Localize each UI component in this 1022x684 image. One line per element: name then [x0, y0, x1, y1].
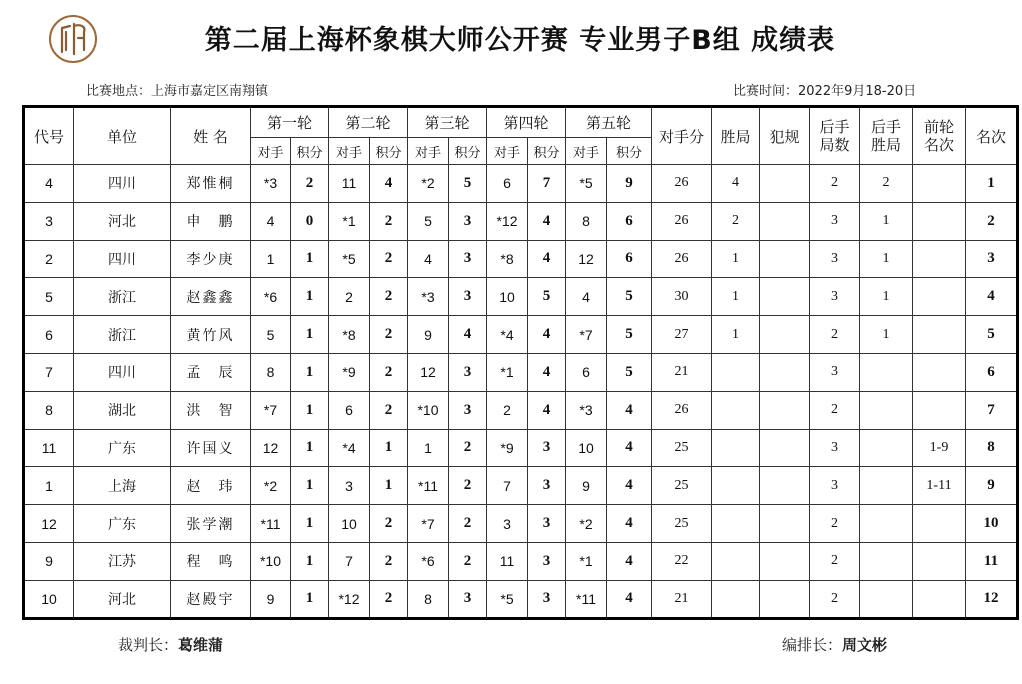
- cell-second-games: 3: [810, 278, 860, 316]
- cell-opponent: 1: [408, 429, 449, 467]
- cell-second-wins: [860, 505, 913, 543]
- cell-points: 3: [449, 202, 487, 240]
- cell-prev-rank: [913, 240, 966, 278]
- header-wins: 胜局: [712, 107, 760, 165]
- cell-opponent: 2: [329, 278, 370, 316]
- cell-prev-rank: 1-11: [913, 467, 966, 505]
- cell-opponent: *3: [251, 165, 291, 203]
- table-row: [24, 353, 1018, 391]
- cell-points: 3: [528, 505, 566, 543]
- cell-unit: 广东: [74, 429, 171, 467]
- cell-opp-score: 26: [652, 240, 712, 278]
- cell-unit: 河北: [74, 580, 171, 618]
- cell-code: 6: [24, 316, 74, 354]
- cell-points: 2: [449, 542, 487, 580]
- cell-opponent: *1: [487, 353, 528, 391]
- cell-opponent: 6: [487, 165, 528, 203]
- cell-points: 2: [370, 278, 408, 316]
- cell-points: 2: [370, 391, 408, 429]
- cell-prev-rank: [913, 202, 966, 240]
- results-table-body: [24, 165, 1018, 619]
- cell-code: 7: [24, 353, 74, 391]
- cell-points: 3: [449, 353, 487, 391]
- cell-points: 5: [528, 278, 566, 316]
- cell-opponent: *11: [408, 467, 449, 505]
- cell-fouls: [760, 542, 810, 580]
- header-second-wins-l1: 后手: [870, 118, 901, 136]
- cell-points: 2: [370, 505, 408, 543]
- header-prev-rank: [913, 107, 966, 165]
- cell-points: 3: [449, 240, 487, 278]
- cell-rank: 3: [966, 240, 1018, 278]
- table-row: [24, 278, 1018, 316]
- cell-prev-rank: [913, 580, 966, 618]
- cell-points: 1: [291, 467, 329, 505]
- cell-code: 12: [24, 505, 74, 543]
- cell-fouls: [760, 278, 810, 316]
- arranger-label: 编排长：: [782, 636, 843, 654]
- cell-points: 1: [291, 391, 329, 429]
- cell-points: 3: [528, 429, 566, 467]
- cell-second-wins: [860, 580, 913, 618]
- cell-second-wins: [860, 542, 913, 580]
- header-round-1: 第一轮: [251, 107, 329, 138]
- cell-opponent: 9: [251, 580, 291, 618]
- cell-points: 1: [291, 278, 329, 316]
- cell-opp-score: 22: [652, 542, 712, 580]
- cell-points: 5: [449, 165, 487, 203]
- cell-unit: 江苏: [74, 542, 171, 580]
- calligraphy-seal-logo-icon: [48, 14, 98, 64]
- cell-prev-rank: [913, 391, 966, 429]
- cell-points: 4: [607, 429, 652, 467]
- header-opponent: 对手: [487, 138, 528, 165]
- header-round-2: 第二轮: [329, 107, 408, 138]
- cell-opponent: *8: [487, 240, 528, 278]
- cell-opponent: 4: [408, 240, 449, 278]
- cell-unit: 四川: [74, 165, 171, 203]
- cell-points: 4: [607, 542, 652, 580]
- cell-wins: 1: [712, 240, 760, 278]
- header-opp-score: 对手分: [652, 107, 712, 165]
- cell-opponent: *5: [487, 580, 528, 618]
- cell-opponent: 12: [408, 353, 449, 391]
- cell-rank: 5: [966, 316, 1018, 354]
- cell-opponent: *3: [566, 391, 607, 429]
- cell-points: 3: [449, 391, 487, 429]
- table-row: [24, 202, 1018, 240]
- header-prev-rank-l1: 前轮: [923, 118, 954, 136]
- cell-opponent: *12: [329, 580, 370, 618]
- cell-points: 3: [528, 467, 566, 505]
- cell-opponent: 11: [487, 542, 528, 580]
- cell-opponent: 6: [566, 353, 607, 391]
- cell-points: 2: [370, 316, 408, 354]
- cell-points: 5: [607, 316, 652, 354]
- cell-code: 2: [24, 240, 74, 278]
- cell-points: 6: [607, 240, 652, 278]
- cell-wins: 1: [712, 316, 760, 354]
- cell-rank: 9: [966, 467, 1018, 505]
- cell-rank: 8: [966, 429, 1018, 467]
- cell-opponent: *1: [329, 202, 370, 240]
- cell-opponent: *8: [329, 316, 370, 354]
- header-opponent: 对手: [566, 138, 607, 165]
- cell-second-wins: [860, 391, 913, 429]
- cell-opponent: *9: [329, 353, 370, 391]
- cell-second-games: 3: [810, 202, 860, 240]
- cell-opponent: 9: [408, 316, 449, 354]
- header-name: 姓 名: [171, 107, 251, 165]
- cell-opp-score: 27: [652, 316, 712, 354]
- header-code: 代号: [24, 107, 74, 165]
- cell-points: 1: [370, 429, 408, 467]
- arranger-signature: 周文彬: [842, 636, 888, 654]
- cell-prev-rank: [913, 165, 966, 203]
- cell-second-games: 3: [810, 429, 860, 467]
- table-row: [24, 391, 1018, 429]
- cell-name: 黄竹风: [171, 316, 251, 354]
- cell-second-wins: 1: [860, 202, 913, 240]
- cell-opponent: 9: [566, 467, 607, 505]
- header-round-3: 第三轮: [408, 107, 487, 138]
- cell-wins: [712, 542, 760, 580]
- cell-points: 4: [528, 353, 566, 391]
- cell-points: 3: [449, 580, 487, 618]
- cell-points: 1: [291, 353, 329, 391]
- cell-points: 3: [528, 542, 566, 580]
- cell-opponent: *3: [408, 278, 449, 316]
- cell-unit: 河北: [74, 202, 171, 240]
- cell-opponent: 8: [566, 202, 607, 240]
- cell-points: 2: [291, 165, 329, 203]
- cell-opponent: 7: [329, 542, 370, 580]
- cell-opponent: 10: [329, 505, 370, 543]
- cell-second-wins: [860, 467, 913, 505]
- cell-second-wins: 1: [860, 316, 913, 354]
- cell-points: 6: [607, 202, 652, 240]
- cell-unit: 广东: [74, 505, 171, 543]
- cell-fouls: [760, 505, 810, 543]
- cell-opponent: *2: [251, 467, 291, 505]
- cell-unit: 上海: [74, 467, 171, 505]
- cell-points: 1: [291, 580, 329, 618]
- header-opponent: 对手: [251, 138, 291, 165]
- cell-points: 4: [607, 391, 652, 429]
- cell-points: 4: [528, 391, 566, 429]
- cell-prev-rank: [913, 542, 966, 580]
- cell-opp-score: 30: [652, 278, 712, 316]
- cell-opponent: 12: [251, 429, 291, 467]
- cell-opp-score: 25: [652, 467, 712, 505]
- cell-rank: 12: [966, 580, 1018, 618]
- cell-unit: 浙江: [74, 316, 171, 354]
- cell-opponent: *11: [566, 580, 607, 618]
- cell-fouls: [760, 240, 810, 278]
- cell-second-games: 3: [810, 240, 860, 278]
- header-opponent: 对手: [329, 138, 370, 165]
- cell-second-games: 2: [810, 505, 860, 543]
- venue-line: [86, 80, 268, 99]
- cell-name: 洪 智: [171, 391, 251, 429]
- table-row: [24, 316, 1018, 354]
- cell-opponent: 8: [408, 580, 449, 618]
- cell-points: 2: [449, 429, 487, 467]
- cell-points: 1: [291, 505, 329, 543]
- cell-second-wins: 2: [860, 165, 913, 203]
- cell-wins: [712, 353, 760, 391]
- header-opponent: 对手: [408, 138, 449, 165]
- cell-opponent: *2: [408, 165, 449, 203]
- cell-opponent: 7: [487, 467, 528, 505]
- cell-points: 1: [291, 542, 329, 580]
- cell-fouls: [760, 391, 810, 429]
- cell-unit: 四川: [74, 240, 171, 278]
- cell-opponent: *6: [251, 278, 291, 316]
- cell-points: 4: [607, 580, 652, 618]
- cell-fouls: [760, 316, 810, 354]
- cell-opponent: 1: [251, 240, 291, 278]
- cell-opponent: *7: [566, 316, 607, 354]
- header-points: 积分: [291, 138, 329, 165]
- cell-points: 2: [370, 542, 408, 580]
- cell-second-games: 2: [810, 316, 860, 354]
- cell-second-games: 2: [810, 580, 860, 618]
- cell-opp-score: 21: [652, 580, 712, 618]
- cell-opp-score: 21: [652, 353, 712, 391]
- header-prev-rank-l2: 名次: [923, 136, 954, 154]
- cell-opp-score: 26: [652, 165, 712, 203]
- cell-code: 1: [24, 467, 74, 505]
- cell-opponent: 5: [251, 316, 291, 354]
- cell-points: 2: [449, 505, 487, 543]
- cell-points: 2: [370, 353, 408, 391]
- table-row: [24, 467, 1018, 505]
- cell-points: 4: [370, 165, 408, 203]
- venue-label: 比赛地点：: [86, 84, 152, 99]
- cell-opponent: *5: [329, 240, 370, 278]
- cell-name: 李少庚: [171, 240, 251, 278]
- cell-opponent: *11: [251, 505, 291, 543]
- cell-unit: 湖北: [74, 391, 171, 429]
- chief-referee: [118, 634, 223, 655]
- cell-points: 3: [528, 580, 566, 618]
- cell-second-games: 2: [810, 165, 860, 203]
- referee-signature: 葛维蒲: [178, 636, 224, 654]
- cell-points: 2: [370, 202, 408, 240]
- cell-opponent: *2: [566, 505, 607, 543]
- match-date: 比赛时间：2022年9月18-20日: [733, 84, 917, 99]
- cell-opponent: *4: [329, 429, 370, 467]
- cell-fouls: [760, 429, 810, 467]
- cell-opponent: 8: [251, 353, 291, 391]
- cell-points: 5: [607, 278, 652, 316]
- cell-wins: [712, 505, 760, 543]
- header-points: 积分: [449, 138, 487, 165]
- cell-points: 1: [370, 467, 408, 505]
- cell-points: 2: [449, 467, 487, 505]
- cell-name: 许国义: [171, 429, 251, 467]
- chief-arranger: [782, 634, 887, 655]
- cell-opp-score: 26: [652, 202, 712, 240]
- cell-second-wins: 1: [860, 278, 913, 316]
- cell-points: 7: [528, 165, 566, 203]
- header-round-4: 第四轮: [487, 107, 566, 138]
- header-second-games-l2: 局数: [819, 136, 850, 154]
- table-row: [24, 580, 1018, 618]
- cell-wins: 4: [712, 165, 760, 203]
- cell-points: 4: [528, 202, 566, 240]
- cell-name: 赵殿宇: [171, 580, 251, 618]
- venue-value: 上海市嘉定区南翔镇: [151, 84, 269, 99]
- cell-code: 10: [24, 580, 74, 618]
- cell-code: 11: [24, 429, 74, 467]
- cell-points: 4: [528, 240, 566, 278]
- cell-opp-score: 25: [652, 429, 712, 467]
- cell-prev-rank: [913, 278, 966, 316]
- header-second-wins-l2: 胜局: [870, 136, 901, 154]
- header-second-games: [810, 107, 860, 165]
- cell-opponent: *4: [487, 316, 528, 354]
- table-row: [24, 505, 1018, 543]
- cell-name: 张学潮: [171, 505, 251, 543]
- cell-name: 赵鑫鑫: [171, 278, 251, 316]
- cell-wins: 1: [712, 278, 760, 316]
- cell-opponent: 2: [487, 391, 528, 429]
- cell-wins: [712, 429, 760, 467]
- cell-wins: [712, 580, 760, 618]
- cell-points: 1: [291, 316, 329, 354]
- cell-fouls: [760, 580, 810, 618]
- cell-fouls: [760, 202, 810, 240]
- header-points: 积分: [370, 138, 408, 165]
- cell-points: 5: [607, 353, 652, 391]
- cell-name: 郑惟桐: [171, 165, 251, 203]
- results-table: [22, 105, 1019, 620]
- cell-wins: [712, 391, 760, 429]
- table-row: [24, 240, 1018, 278]
- table-row: [24, 542, 1018, 580]
- cell-points: 4: [607, 467, 652, 505]
- cell-rank: 2: [966, 202, 1018, 240]
- header-fouls: 犯规: [760, 107, 810, 165]
- cell-unit: 浙江: [74, 278, 171, 316]
- cell-fouls: [760, 353, 810, 391]
- cell-points: 4: [449, 316, 487, 354]
- cell-second-games: 2: [810, 542, 860, 580]
- cell-points: 1: [291, 240, 329, 278]
- cell-rank: 11: [966, 542, 1018, 580]
- cell-wins: [712, 467, 760, 505]
- page-title: 第二届上海杯象棋大师公开赛 专业男子B组 成绩表: [204, 25, 836, 56]
- cell-second-games: 3: [810, 467, 860, 505]
- header-rank: 名次: [966, 107, 1018, 165]
- cell-rank: 7: [966, 391, 1018, 429]
- cell-prev-rank: [913, 505, 966, 543]
- cell-points: 3: [449, 278, 487, 316]
- cell-points: 2: [370, 580, 408, 618]
- cell-opponent: 10: [487, 278, 528, 316]
- cell-opponent: *7: [408, 505, 449, 543]
- cell-name: 孟 辰: [171, 353, 251, 391]
- cell-prev-rank: [913, 353, 966, 391]
- cell-opponent: *10: [251, 542, 291, 580]
- cell-opponent: 3: [329, 467, 370, 505]
- cell-code: 9: [24, 542, 74, 580]
- header-unit: 单位: [74, 107, 171, 165]
- cell-second-games: 2: [810, 391, 860, 429]
- cell-opponent: 5: [408, 202, 449, 240]
- cell-opponent: 12: [566, 240, 607, 278]
- cell-code: 8: [24, 391, 74, 429]
- cell-name: 程 鸣: [171, 542, 251, 580]
- cell-second-wins: 1: [860, 240, 913, 278]
- cell-opponent: *6: [408, 542, 449, 580]
- cell-second-wins: [860, 429, 913, 467]
- cell-opponent: 3: [487, 505, 528, 543]
- cell-name: 赵 玮: [171, 467, 251, 505]
- header-second-games-l1: 后手: [819, 118, 850, 136]
- cell-opp-score: 26: [652, 391, 712, 429]
- cell-opponent: *5: [566, 165, 607, 203]
- cell-opponent: 6: [329, 391, 370, 429]
- cell-points: 9: [607, 165, 652, 203]
- cell-opponent: *7: [251, 391, 291, 429]
- cell-rank: 10: [966, 505, 1018, 543]
- header-round-5: 第五轮: [566, 107, 652, 138]
- cell-opponent: 4: [566, 278, 607, 316]
- table-row: [24, 165, 1018, 203]
- cell-code: 4: [24, 165, 74, 203]
- results-table-wrapper: [22, 105, 1019, 620]
- cell-points: 4: [528, 316, 566, 354]
- cell-opponent: *10: [408, 391, 449, 429]
- cell-opponent: *1: [566, 542, 607, 580]
- cell-second-games: 3: [810, 353, 860, 391]
- header-points: 积分: [607, 138, 652, 165]
- cell-opponent: 4: [251, 202, 291, 240]
- cell-points: 4: [607, 505, 652, 543]
- cell-points: 2: [370, 240, 408, 278]
- cell-unit: 四川: [74, 353, 171, 391]
- cell-wins: 2: [712, 202, 760, 240]
- cell-points: 1: [291, 429, 329, 467]
- table-row: [24, 429, 1018, 467]
- cell-prev-rank: 1-9: [913, 429, 966, 467]
- cell-fouls: [760, 165, 810, 203]
- cell-opponent: 10: [566, 429, 607, 467]
- header-second-wins: [860, 107, 913, 165]
- cell-points: 0: [291, 202, 329, 240]
- cell-prev-rank: [913, 316, 966, 354]
- cell-rank: 6: [966, 353, 1018, 391]
- cell-second-wins: [860, 353, 913, 391]
- cell-fouls: [760, 467, 810, 505]
- cell-rank: 1: [966, 165, 1018, 203]
- cell-name: 申 鹏: [171, 202, 251, 240]
- cell-opp-score: 25: [652, 505, 712, 543]
- cell-opponent: 11: [329, 165, 370, 203]
- cell-opponent: *12: [487, 202, 528, 240]
- cell-code: 5: [24, 278, 74, 316]
- cell-rank: 4: [966, 278, 1018, 316]
- cell-opponent: *9: [487, 429, 528, 467]
- header-points: 积分: [528, 138, 566, 165]
- referee-label: 裁判长：: [118, 636, 179, 654]
- cell-code: 3: [24, 202, 74, 240]
